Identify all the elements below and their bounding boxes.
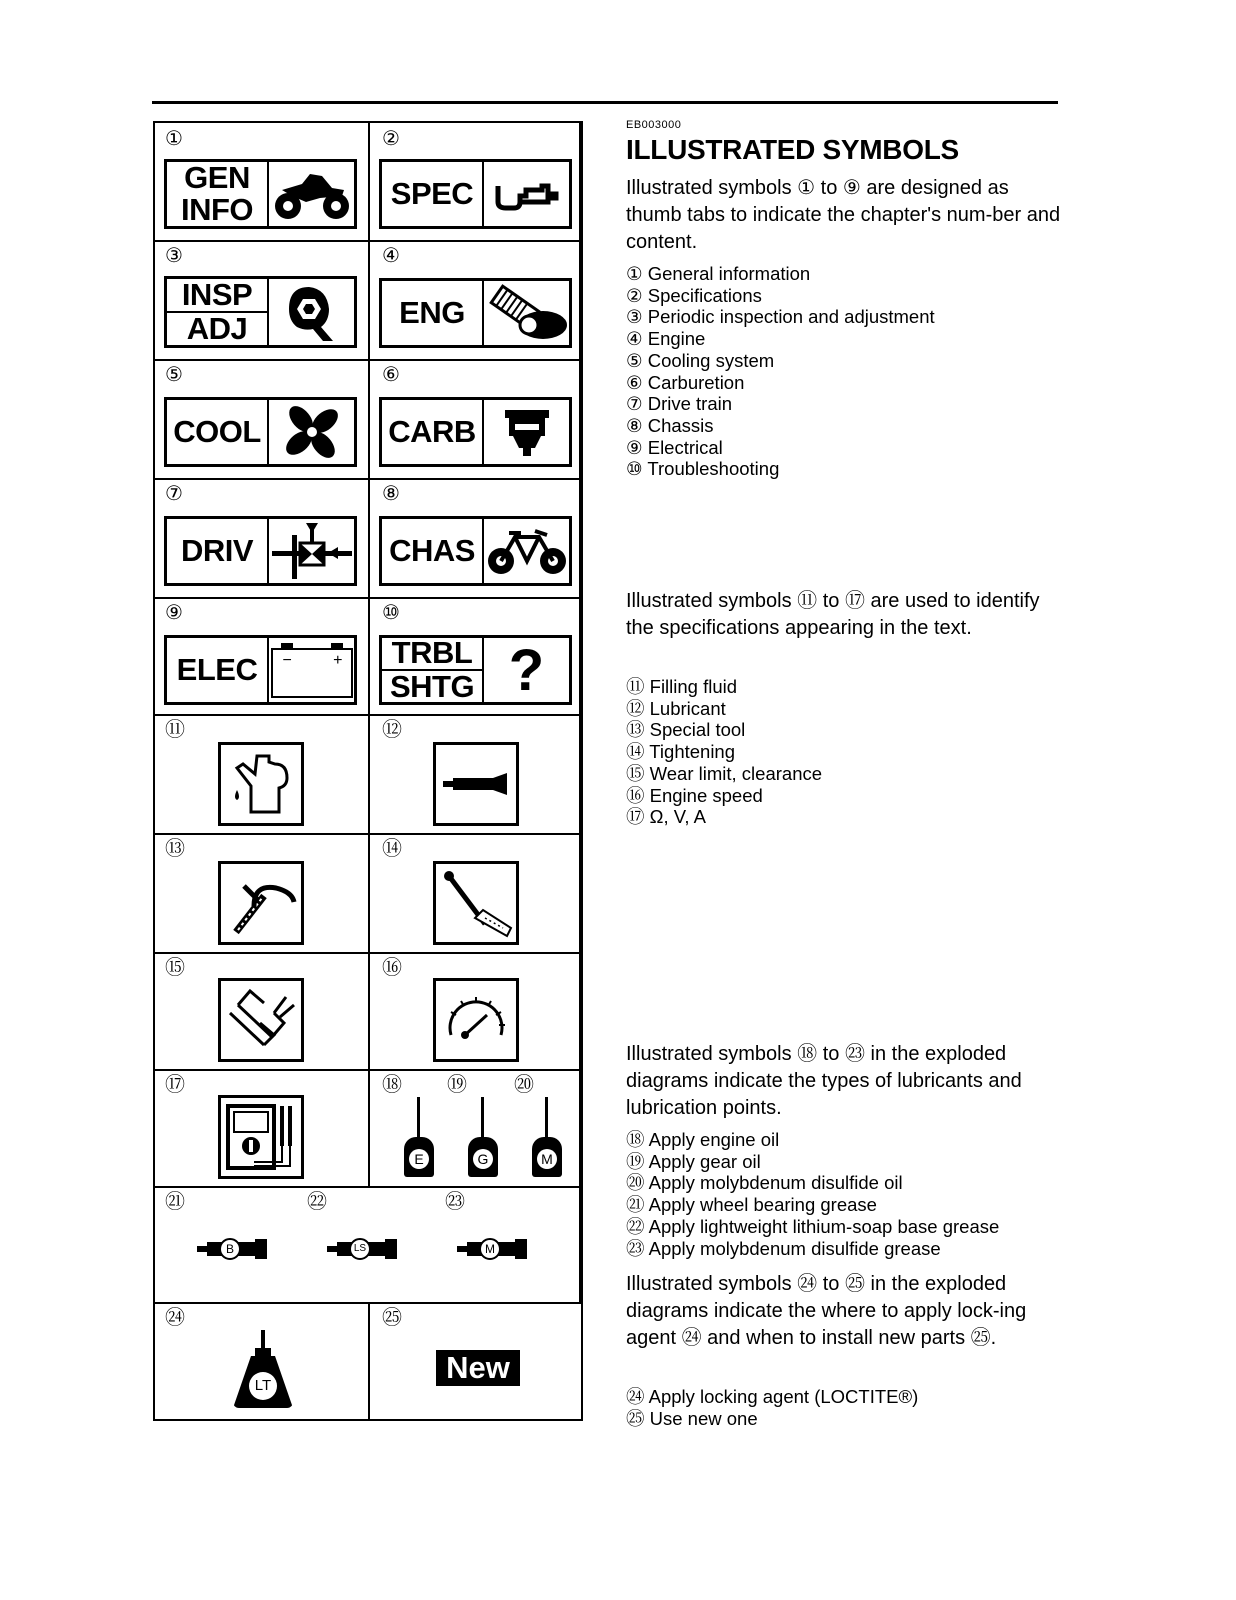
top-rule [152,101,1058,104]
symbol-grid [153,121,583,1421]
list-item: ⑧ Chassis [626,414,714,436]
oil-letter: G [473,1149,493,1169]
list-item: ⑫ Lubricant [626,697,726,719]
grease-letter: M [479,1238,501,1260]
cell-3 [155,242,370,361]
tab-elec [164,635,357,705]
list-item: ⑮ Wear limit, clearance [626,762,823,784]
moly-grease-icon [457,1236,537,1262]
symbol-number: ⑪ [165,719,185,741]
symbol-number: ⑲ [447,1074,467,1096]
symbol-number: ⑱ [382,1074,402,1096]
carburetor-icon [484,400,569,464]
intro-paragraph-2: Illustrated symbols ⑪ to ⑰ are used to identify the specifications appearing in the text. [626,590,1040,639]
tab-label-cool: COOL [167,400,269,464]
symbol-number: ⑰ [165,1074,185,1096]
symbol-number: ④ [382,245,400,267]
symbol-number: ㉒ [307,1191,327,1213]
symbol-number: ⑭ [382,838,402,860]
list-item: ⑰ Ω, V, A [626,806,706,828]
oil-letter: M [537,1149,557,1169]
symbol-number: ㉑ [165,1191,185,1213]
tab-driv [164,516,357,586]
engine-oil-icon [404,1097,434,1179]
special-tool-icon [218,861,304,945]
tab-chas [379,516,572,586]
cell-24 [155,1304,370,1419]
list-item: ① General information [626,263,811,284]
new-part-label: New [436,1350,520,1386]
symbol-number: ⑤ [165,364,183,386]
symbol-number: ⑦ [165,483,183,505]
chassis-icon [484,519,569,583]
list-item: ⑲ Apply gear oil [626,1150,761,1172]
page-title: ILLUSTRATED SYMBOLS [626,134,959,165]
cell-1 [155,123,370,242]
tab-spec [379,159,572,229]
tab-label-driv: DRIV [167,519,269,583]
cell-7 [155,480,370,599]
caliper-icon [218,978,304,1062]
cell-9 [155,599,370,716]
battery-plus: + [333,652,343,669]
list-item: ㉔ Apply locking agent (LOCTITE®) [626,1386,919,1407]
cell-5 [155,361,370,480]
tab-label-shtg: SHTG [389,669,475,704]
symbol-number: ② [382,128,400,150]
symbol-number: ⑮ [165,957,185,979]
doc-code: EB003000 [626,119,682,131]
battery-minus: − [282,652,292,669]
list-item: ㉓ Apply molybdenum disulfide grease [626,1237,941,1259]
symbol-number: ① [165,128,183,150]
list-item: ㉕ Use new one [626,1407,758,1429]
symbol-number: ㉔ [165,1307,185,1329]
lithium-grease-icon [327,1236,407,1262]
symbol-number: ⑫ [382,719,402,741]
cell-17 [155,1071,370,1188]
cell-4 [370,242,581,361]
list-item: ㉑ Apply wheel bearing grease [626,1194,877,1216]
list-item: ⑤ Cooling system [626,349,775,371]
cell-25 [370,1304,581,1419]
cell-6 [370,361,581,480]
intro-paragraph-3: Illustrated symbols ⑱ to ㉓ in the exploded diagrams indicate the types of lubricants and lubrication points. [626,1043,1022,1119]
battery-terminal [331,643,343,648]
list-item: ⑯ Engine speed [626,784,763,806]
cell-13 [155,835,370,954]
tab-cool [164,397,357,467]
list-item: ⑦ Drive train [626,393,733,415]
list-item: ㉒ Apply lightweight lithium-soap base grease [626,1215,1000,1237]
tab-label-info: INFO [180,192,254,227]
cell-8 [370,480,581,599]
symbol-number: ⑩ [382,602,400,624]
wheel-bearing-grease-icon [197,1236,277,1262]
list-item: ② Specifications [626,284,762,306]
symbol-number: ⑳ [514,1074,534,1096]
tab-label-trbl: TRBL [382,637,482,671]
torque-wrench-icon [433,861,519,945]
battery-icon [269,638,354,702]
list-item: ⑭ Tightening [626,741,736,763]
symbol-number: ⑨ [165,602,183,624]
list-locking-new [626,1386,1066,1429]
cell-12 [370,716,581,835]
tab-label-spec: SPEC [382,162,484,226]
list-item: ③ Periodic inspection and adjustment [626,306,935,328]
tab-label-insp: INSP [167,279,267,313]
spec-gauge-icon [484,162,569,226]
list-chapters [626,263,1066,480]
oil-letter: E [409,1149,429,1169]
battery-body [271,648,353,698]
cell-2 [370,123,581,242]
cell-21-23 [155,1188,581,1304]
tab-insp-adj [164,276,357,348]
symbol-number: ⑧ [382,483,400,505]
list-lubricants [626,1129,1066,1259]
filling-fluid-icon [218,742,304,826]
list-item: ④ Engine [626,328,706,350]
wrench-icon [269,279,354,345]
tab-carb [379,397,572,467]
moly-oil-icon [532,1097,562,1179]
symbol-number: ③ [165,245,183,267]
locking-agent-icon [233,1330,293,1410]
drivetrain-icon [269,519,354,583]
tab-label-eng: ENG [382,281,484,345]
symbol-number: ㉓ [445,1191,465,1213]
tab-label-gen: GEN [184,160,250,195]
cell-14 [370,835,581,954]
tab-label-adj: ADJ [186,311,248,346]
grease-letter: B [219,1238,241,1260]
lubricant-icon [433,742,519,826]
list-item: ⑩ Troubleshooting [626,458,780,480]
list-item: ⑬ Special tool [626,719,746,741]
list-item: ⑱ Apply engine oil [626,1129,780,1150]
cell-10 [370,599,581,716]
list-specifications [626,676,1066,828]
tachometer-icon [433,978,519,1062]
grease-letter: LS [349,1238,371,1260]
multimeter-icon [218,1095,304,1179]
tab-label-carb: CARB [382,400,484,464]
fan-icon [269,400,354,464]
list-item: ⑥ Carburetion [626,371,745,393]
battery-terminal [281,643,293,648]
cell-16 [370,954,581,1071]
list-item: ⑨ Electrical [626,436,723,458]
list-item: ⑪ Filling fluid [626,676,738,697]
engine-icon [484,281,569,345]
atv-icon [269,162,354,226]
tab-label-elec: ELEC [167,638,269,702]
cell-18-20 [370,1071,581,1188]
tab-label-chas: CHAS [382,519,484,583]
cell-15 [155,954,370,1071]
list-item: ⑳ Apply molybdenum disulfide oil [626,1172,903,1194]
symbol-number: ⑥ [382,364,400,386]
cell-11 [155,716,370,835]
symbol-number: ⑯ [382,957,402,979]
symbol-number: ⑬ [165,838,185,860]
symbol-number: ㉕ [382,1307,402,1329]
gear-oil-icon [468,1097,498,1179]
question-mark-icon: ? [508,637,545,703]
tab-trbl-shtg [379,635,572,705]
intro-paragraph-4: Illustrated symbols ㉔ to ㉕ in the exploded diagrams indicate the where to apply lock-ing agent ㉔ and when to install new parts ㉕. [626,1273,1027,1349]
lt-letter: LT [249,1372,277,1400]
intro-paragraph-1: Illustrated symbols ① to ⑨ are designed as thumb tabs to indicate the chapter's num-ber and content. [626,177,1061,253]
tab-gen-info [164,159,357,229]
tab-eng [379,278,572,348]
